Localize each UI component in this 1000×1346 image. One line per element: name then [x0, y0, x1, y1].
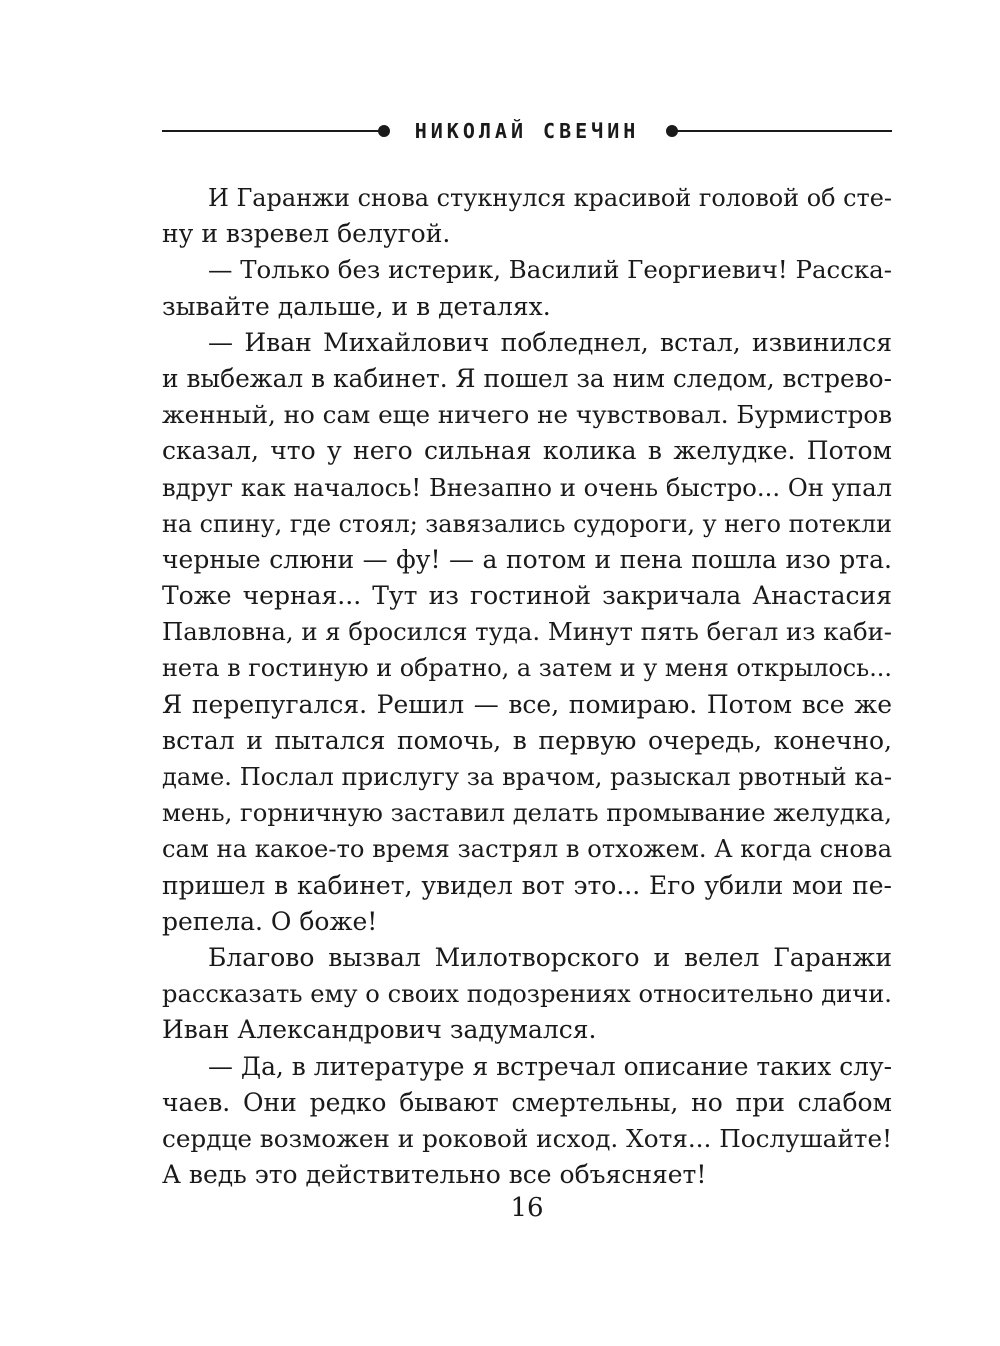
text-line: Тоже черная... Тут из гостиной закричала Анастасия: [162, 581, 892, 611]
header-rule-left: [162, 130, 380, 132]
text-line: встал и пытался помочь, в первую очередь, конечно,: [162, 725, 892, 755]
text-line: ну и взревел белугой.: [162, 219, 451, 249]
text-line: черные слюни — фу! — а потом и пена пошла изо рта.: [162, 544, 892, 574]
text-line: мень, горничную заставил делать промывание желудка,: [162, 798, 892, 828]
text-line: на спину, где стоял; завязались судороги, у него потекли: [162, 509, 892, 538]
text-line: И Гаранжи снова стукнулся красивой головой об сте-: [208, 184, 892, 212]
text-line: нета в гостиную и обратно, а затем и у меня открылось...: [162, 654, 892, 683]
text-line: сказал, что у него сильная колика в желудке. Потом: [162, 436, 892, 466]
text-line: пришел в кабинет, увидел вот это... Его убили мои пе-: [162, 870, 892, 900]
text-line: репела. О боже!: [162, 906, 378, 936]
running-header: [162, 118, 892, 144]
text-line: сердце возможен и роковой исход. Хотя... Послушайте!: [162, 1123, 892, 1153]
running-header-author: НИКОЛАЙ СВЕЧИН: [414, 119, 640, 143]
body-text: [162, 180, 892, 1193]
text-line: — Да, в литературе я встречал описание таких слу-: [208, 1051, 892, 1081]
header-rule-right: [670, 130, 892, 132]
text-line: женный, но сам еще ничего не чувствовал. Бурмистров: [162, 400, 893, 430]
text-line: и выбежал в кабинет. Я пошел за ним следом, встрево-: [162, 363, 892, 393]
page-number: 16: [510, 1193, 544, 1223]
text-line: сам на какое-то время застрял в отхожем. А когда снова: [162, 835, 892, 864]
text-line: рассказать ему о своих подозрениях относительно дичи.: [162, 980, 892, 1009]
text-line: даме. Послал прислугу за врачом, разыскал рвотный ка-: [162, 763, 892, 791]
text-line: Павловна, и я бросился туда. Минут пять бегал из каби-: [162, 617, 892, 647]
text-line: — Иван Михайлович побледнел, встал, извинился: [208, 327, 892, 357]
header-ornament-dot-left: [378, 125, 390, 137]
text-line: Благово вызвал Милотворского и велел Гаранжи: [208, 942, 892, 972]
text-line: — Только без истерик, Василий Георгиевич! Расска-: [208, 255, 892, 285]
text-line: Иван Александрович задумался.: [162, 1015, 597, 1045]
text-line: А ведь это действительно все объясняет!: [162, 1160, 707, 1190]
text-line: Я перепугался. Решил — все, помираю. Потом все же: [162, 689, 892, 719]
text-line: чаев. Они редко бывают смертельны, но при слабом: [162, 1087, 892, 1117]
text-line: вдруг как началось! Внезапно и очень быстро... Он упал: [162, 472, 892, 502]
text-line: зывайте дальше, и в деталях.: [162, 291, 551, 321]
